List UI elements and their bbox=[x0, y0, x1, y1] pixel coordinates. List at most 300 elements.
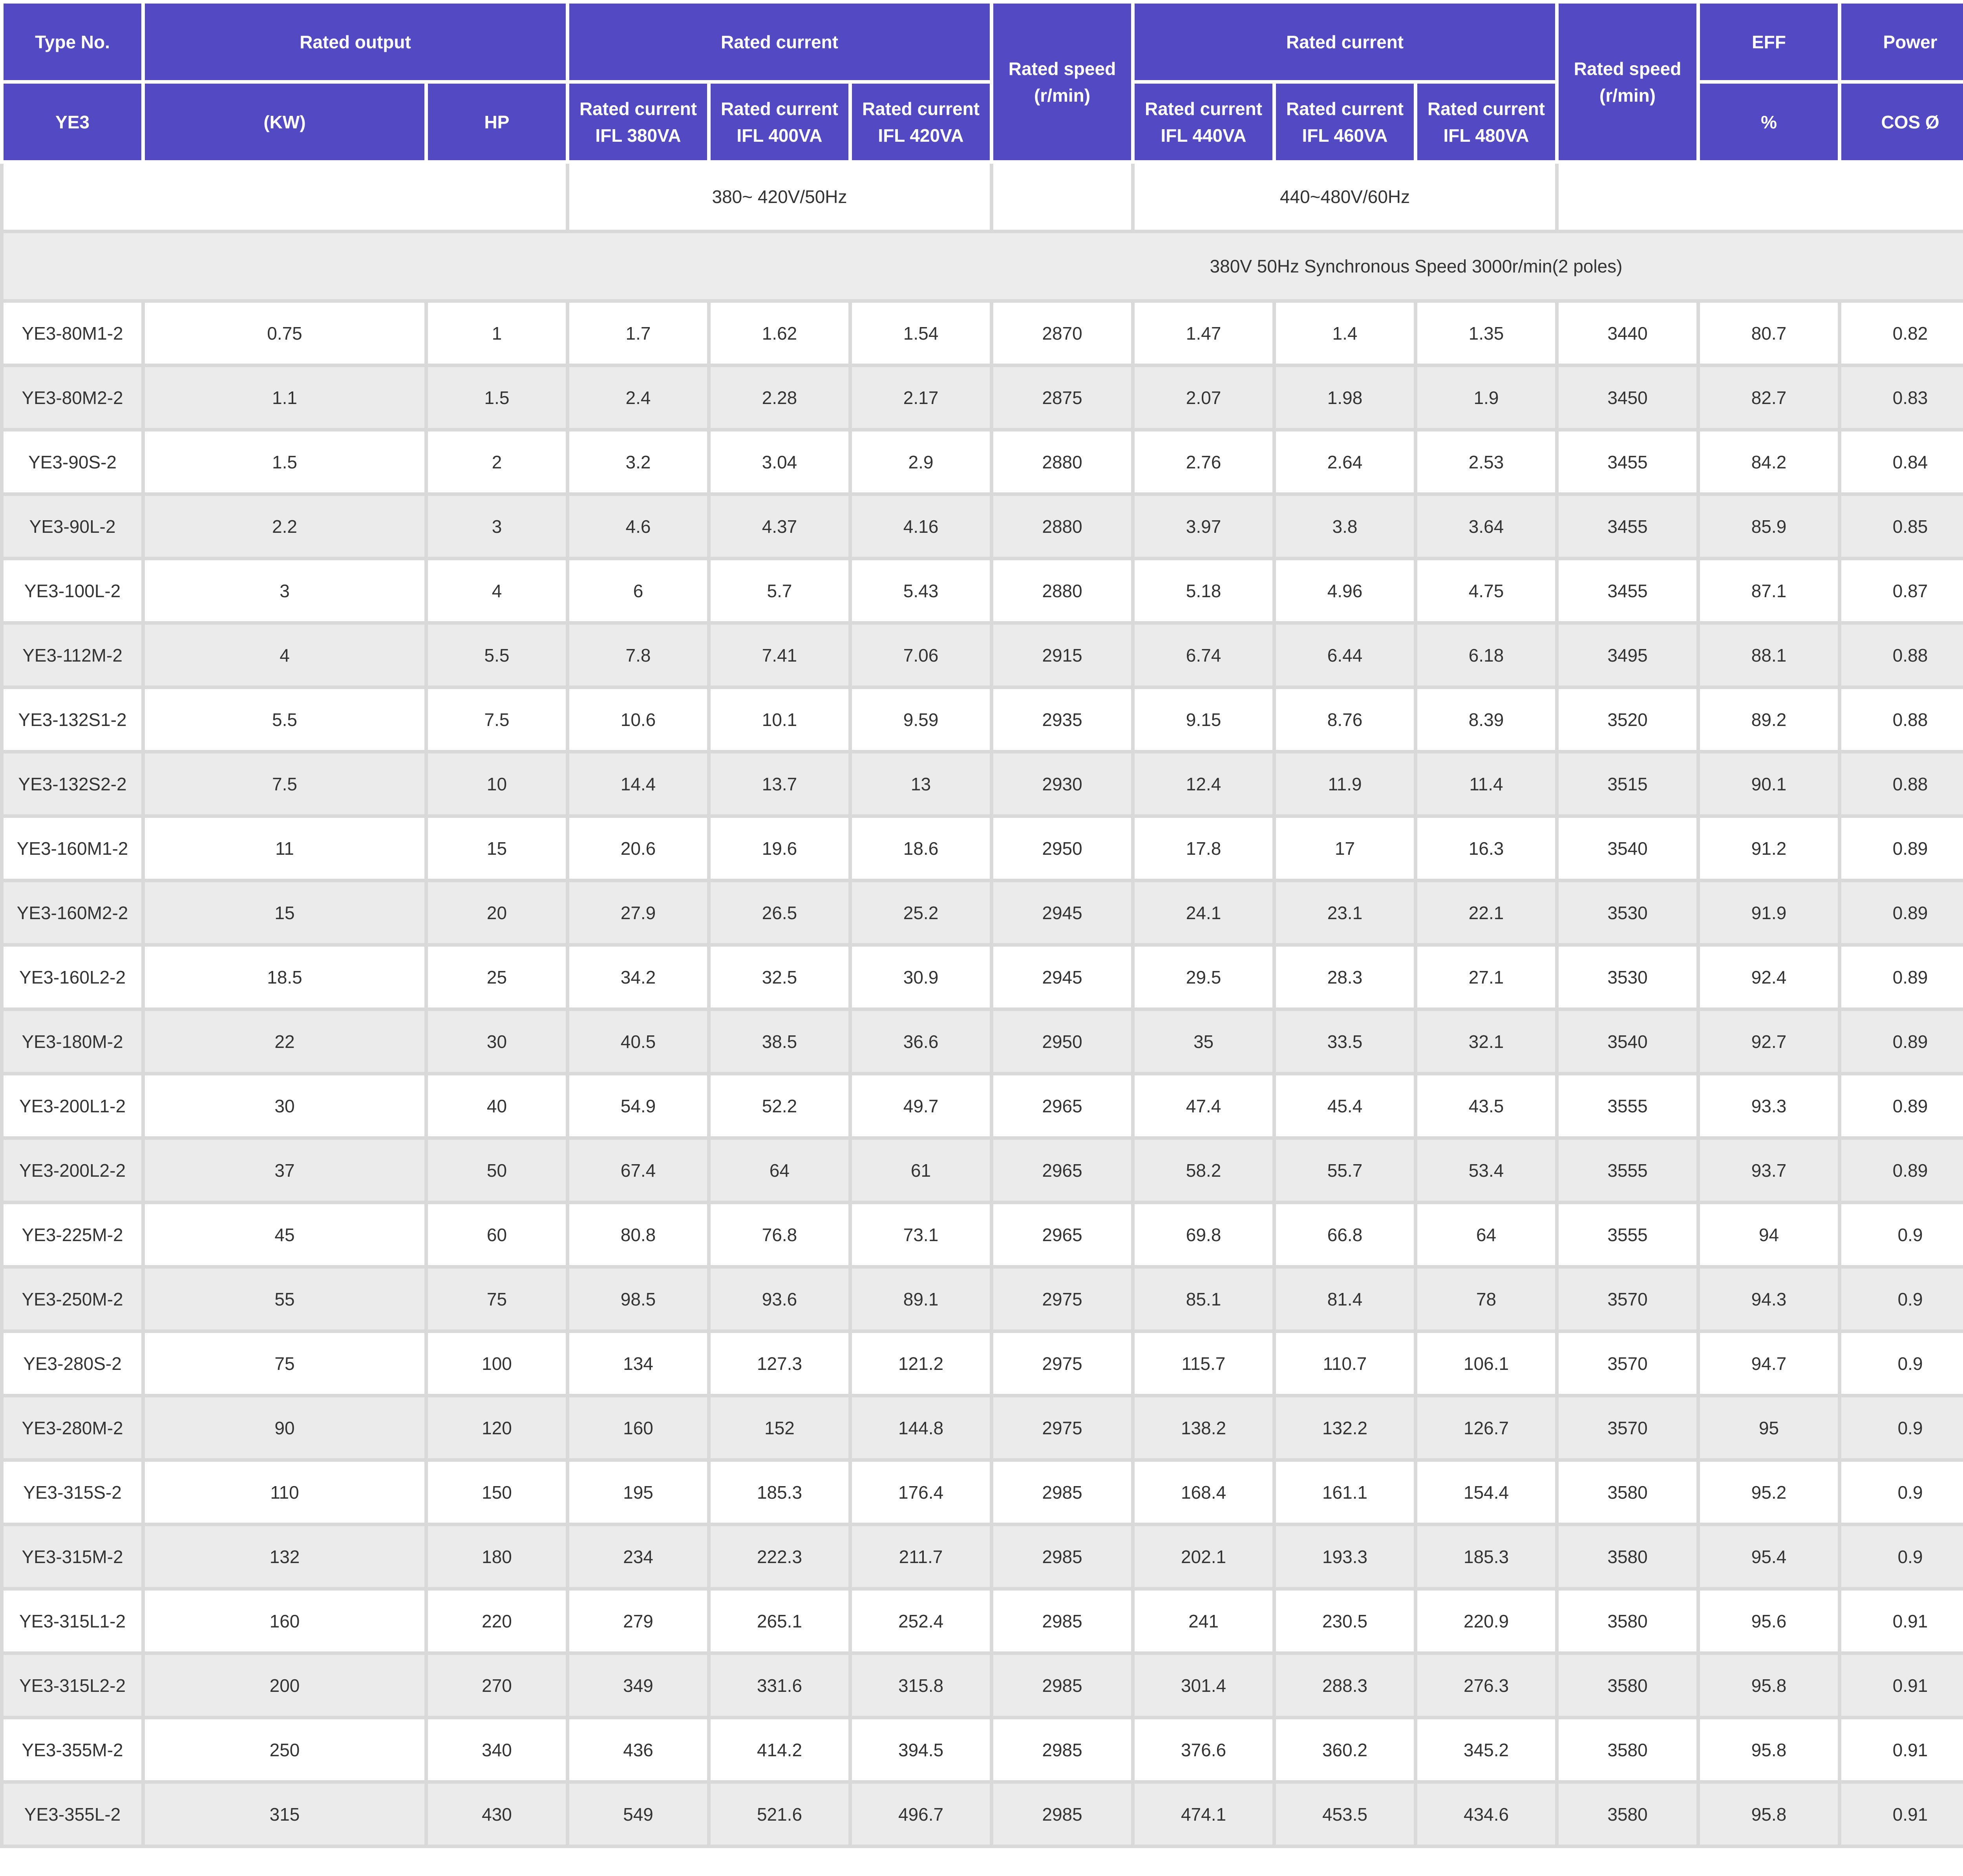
cell-ifl-400: 127.3 bbox=[709, 1331, 850, 1396]
cell-output-hp: 30 bbox=[426, 1009, 568, 1074]
cell-ifl-460: 161.1 bbox=[1274, 1460, 1416, 1525]
cell-speed-60hz: 3570 bbox=[1557, 1396, 1698, 1460]
cell-ifl-400: 7.41 bbox=[709, 623, 850, 688]
cell-ifl-400: 19.6 bbox=[709, 816, 850, 881]
cell-type-no: YE3-180M-2 bbox=[2, 1009, 143, 1074]
cell-speed-60hz: 3570 bbox=[1557, 1267, 1698, 1331]
cell-output-kw: 90 bbox=[143, 1396, 426, 1460]
cell-output-kw: 30 bbox=[143, 1074, 426, 1138]
cell-ifl-380: 14.4 bbox=[568, 752, 709, 816]
header-ifl-380: Rated current IFL 380VA bbox=[568, 82, 709, 162]
cell-eff: 85.9 bbox=[1698, 494, 1840, 559]
cell-ifl-400: 5.7 bbox=[709, 559, 850, 623]
freq-blank-left bbox=[2, 162, 568, 232]
cell-ifl-460: 66.8 bbox=[1274, 1203, 1416, 1267]
cell-ifl-440: 9.15 bbox=[1133, 688, 1274, 752]
cell-ifl-460: 132.2 bbox=[1274, 1396, 1416, 1460]
cell-ifl-480: 345.2 bbox=[1416, 1718, 1557, 1782]
cell-ifl-380: 1.7 bbox=[568, 301, 709, 366]
cell-eff: 91.2 bbox=[1698, 816, 1840, 881]
cell-ifl-400: 38.5 bbox=[709, 1009, 850, 1074]
cell-ifl-380: 6 bbox=[568, 559, 709, 623]
cell-output-kw: 0.75 bbox=[143, 301, 426, 366]
table-row bbox=[2, 366, 1963, 430]
cell-speed-60hz: 3450 bbox=[1557, 366, 1698, 430]
cell-ifl-480: 434.6 bbox=[1416, 1782, 1557, 1847]
cell-type-no: YE3-160M2-2 bbox=[2, 881, 143, 945]
cell-speed-50hz: 2870 bbox=[992, 301, 1133, 366]
cell-ifl-480: 2.53 bbox=[1416, 430, 1557, 494]
cell-eff: 80.7 bbox=[1698, 301, 1840, 366]
cell-ifl-440: 12.4 bbox=[1133, 752, 1274, 816]
cell-ifl-420: 5.43 bbox=[850, 559, 992, 623]
cell-speed-50hz: 2985 bbox=[992, 1653, 1133, 1718]
cell-type-no: YE3-80M2-2 bbox=[2, 366, 143, 430]
header-rated-output: Rated output bbox=[143, 2, 568, 82]
cell-output-hp: 220 bbox=[426, 1589, 568, 1653]
cell-ifl-460: 1.4 bbox=[1274, 301, 1416, 366]
cell-output-kw: 250 bbox=[143, 1718, 426, 1782]
cell-power-factor: 0.82 bbox=[1840, 301, 1963, 366]
cell-speed-60hz: 3455 bbox=[1557, 559, 1698, 623]
cell-output-hp: 150 bbox=[426, 1460, 568, 1525]
cell-ifl-440: 35 bbox=[1133, 1009, 1274, 1074]
cell-type-no: YE3-100L-2 bbox=[2, 559, 143, 623]
header-hp: HP bbox=[426, 82, 568, 162]
cell-ifl-420: 2.9 bbox=[850, 430, 992, 494]
cell-output-kw: 2.2 bbox=[143, 494, 426, 559]
cell-speed-60hz: 3540 bbox=[1557, 1009, 1698, 1074]
cell-type-no: YE3-225M-2 bbox=[2, 1203, 143, 1267]
cell-ifl-460: 193.3 bbox=[1274, 1525, 1416, 1589]
cell-ifl-380: 2.4 bbox=[568, 366, 709, 430]
cell-ifl-420: 496.7 bbox=[850, 1782, 992, 1847]
cell-ifl-420: 61 bbox=[850, 1138, 992, 1203]
cell-speed-50hz: 2880 bbox=[992, 494, 1133, 559]
cell-ifl-440: 85.1 bbox=[1133, 1267, 1274, 1331]
cell-type-no: YE3-132S2-2 bbox=[2, 752, 143, 816]
cell-ifl-460: 2.64 bbox=[1274, 430, 1416, 494]
cell-ifl-400: 1.62 bbox=[709, 301, 850, 366]
cell-power-factor: 0.9 bbox=[1840, 1525, 1963, 1589]
table-row bbox=[2, 301, 1963, 366]
cell-output-hp: 3 bbox=[426, 494, 568, 559]
cell-speed-60hz: 3580 bbox=[1557, 1782, 1698, 1847]
cell-ifl-480: 106.1 bbox=[1416, 1331, 1557, 1396]
table-row bbox=[2, 816, 1963, 881]
cell-ifl-480: 1.9 bbox=[1416, 366, 1557, 430]
cell-eff: 95 bbox=[1698, 1396, 1840, 1460]
cell-ifl-380: 54.9 bbox=[568, 1074, 709, 1138]
cell-ifl-400: 265.1 bbox=[709, 1589, 850, 1653]
table-row bbox=[2, 1460, 1963, 1525]
cell-output-kw: 37 bbox=[143, 1138, 426, 1203]
cell-ifl-380: 349 bbox=[568, 1653, 709, 1718]
cell-ifl-460: 360.2 bbox=[1274, 1718, 1416, 1782]
cell-type-no: YE3-250M-2 bbox=[2, 1267, 143, 1331]
cell-ifl-400: 64 bbox=[709, 1138, 850, 1203]
table-row bbox=[2, 1589, 1963, 1653]
cell-speed-60hz: 3580 bbox=[1557, 1589, 1698, 1653]
cell-ifl-440: 138.2 bbox=[1133, 1396, 1274, 1460]
cell-output-kw: 55 bbox=[143, 1267, 426, 1331]
cell-ifl-440: 2.76 bbox=[1133, 430, 1274, 494]
cell-output-kw: 3 bbox=[143, 559, 426, 623]
cell-output-kw: 75 bbox=[143, 1331, 426, 1396]
cell-ifl-380: 20.6 bbox=[568, 816, 709, 881]
cell-power-factor: 0.91 bbox=[1840, 1653, 1963, 1718]
cell-speed-60hz: 3555 bbox=[1557, 1203, 1698, 1267]
cell-ifl-380: 195 bbox=[568, 1460, 709, 1525]
cell-ifl-420: 211.7 bbox=[850, 1525, 992, 1589]
cell-type-no: YE3-200L1-2 bbox=[2, 1074, 143, 1138]
cell-ifl-480: 22.1 bbox=[1416, 881, 1557, 945]
cell-output-hp: 270 bbox=[426, 1653, 568, 1718]
cell-speed-60hz: 3520 bbox=[1557, 688, 1698, 752]
header-rated-current-50hz: Rated current bbox=[568, 2, 992, 82]
cell-ifl-400: 2.28 bbox=[709, 366, 850, 430]
cell-speed-50hz: 2950 bbox=[992, 816, 1133, 881]
cell-eff: 92.7 bbox=[1698, 1009, 1840, 1074]
cell-speed-50hz: 2965 bbox=[992, 1074, 1133, 1138]
cell-ifl-380: 67.4 bbox=[568, 1138, 709, 1203]
cell-power-factor: 0.89 bbox=[1840, 816, 1963, 881]
cell-speed-50hz: 2875 bbox=[992, 366, 1133, 430]
cell-ifl-380: 436 bbox=[568, 1718, 709, 1782]
cell-output-kw: 4 bbox=[143, 623, 426, 688]
cell-ifl-480: 16.3 bbox=[1416, 816, 1557, 881]
cell-eff: 88.1 bbox=[1698, 623, 1840, 688]
cell-ifl-460: 8.76 bbox=[1274, 688, 1416, 752]
cell-speed-60hz: 3515 bbox=[1557, 752, 1698, 816]
table-row bbox=[2, 752, 1963, 816]
cell-ifl-380: 234 bbox=[568, 1525, 709, 1589]
cell-ifl-380: 34.2 bbox=[568, 945, 709, 1009]
cell-ifl-440: 168.4 bbox=[1133, 1460, 1274, 1525]
cell-ifl-480: 3.64 bbox=[1416, 494, 1557, 559]
cell-eff: 95.8 bbox=[1698, 1718, 1840, 1782]
cell-ifl-400: 76.8 bbox=[709, 1203, 850, 1267]
cell-ifl-460: 288.3 bbox=[1274, 1653, 1416, 1718]
table-row bbox=[2, 430, 1963, 494]
header-ifl-480: Rated current IFL 480VA bbox=[1416, 82, 1557, 162]
cell-output-kw: 18.5 bbox=[143, 945, 426, 1009]
cell-ifl-440: 301.4 bbox=[1133, 1653, 1274, 1718]
cell-speed-50hz: 2985 bbox=[992, 1782, 1133, 1847]
cell-speed-50hz: 2915 bbox=[992, 623, 1133, 688]
cell-type-no: YE3-80M1-2 bbox=[2, 301, 143, 366]
cell-ifl-440: 474.1 bbox=[1133, 1782, 1274, 1847]
cell-ifl-380: 7.8 bbox=[568, 623, 709, 688]
cell-output-kw: 315 bbox=[143, 1782, 426, 1847]
cell-output-kw: 200 bbox=[143, 1653, 426, 1718]
cell-eff: 95.8 bbox=[1698, 1653, 1840, 1718]
cell-power-factor: 0.9 bbox=[1840, 1460, 1963, 1525]
cell-type-no: YE3-315L1-2 bbox=[2, 1589, 143, 1653]
cell-power-factor: 0.84 bbox=[1840, 430, 1963, 494]
cell-ifl-480: 11.4 bbox=[1416, 752, 1557, 816]
cell-ifl-400: 185.3 bbox=[709, 1460, 850, 1525]
cell-output-hp: 10 bbox=[426, 752, 568, 816]
cell-output-kw: 7.5 bbox=[143, 752, 426, 816]
table-row bbox=[2, 1138, 1963, 1203]
cell-ifl-480: 154.4 bbox=[1416, 1460, 1557, 1525]
table-row bbox=[2, 1782, 1963, 1847]
cell-power-factor: 0.83 bbox=[1840, 366, 1963, 430]
cell-type-no: YE3-315S-2 bbox=[2, 1460, 143, 1525]
cell-eff: 93.3 bbox=[1698, 1074, 1840, 1138]
cell-ifl-420: 89.1 bbox=[850, 1267, 992, 1331]
cell-type-no: YE3-90L-2 bbox=[2, 494, 143, 559]
table-row bbox=[2, 688, 1963, 752]
cell-power-factor: 0.91 bbox=[1840, 1718, 1963, 1782]
cell-ifl-480: 43.5 bbox=[1416, 1074, 1557, 1138]
cell-ifl-480: 220.9 bbox=[1416, 1589, 1557, 1653]
table-row bbox=[2, 881, 1963, 945]
cell-eff: 94.3 bbox=[1698, 1267, 1840, 1331]
cell-ifl-400: 152 bbox=[709, 1396, 850, 1460]
cell-eff: 91.9 bbox=[1698, 881, 1840, 945]
cell-speed-60hz: 3455 bbox=[1557, 430, 1698, 494]
cell-ifl-440: 29.5 bbox=[1133, 945, 1274, 1009]
cell-type-no: YE3-355M-2 bbox=[2, 1718, 143, 1782]
cell-speed-50hz: 2945 bbox=[992, 881, 1133, 945]
cell-speed-50hz: 2930 bbox=[992, 752, 1133, 816]
cell-eff: 95.4 bbox=[1698, 1525, 1840, 1589]
cell-speed-50hz: 2985 bbox=[992, 1718, 1133, 1782]
freq-blank-mid bbox=[992, 162, 1133, 232]
cell-ifl-420: 49.7 bbox=[850, 1074, 992, 1138]
cell-output-hp: 25 bbox=[426, 945, 568, 1009]
table-row bbox=[2, 1267, 1963, 1331]
cell-ifl-480: 185.3 bbox=[1416, 1525, 1557, 1589]
table-row bbox=[2, 1396, 1963, 1460]
cell-ifl-420: 394.5 bbox=[850, 1718, 992, 1782]
cell-ifl-440: 1.47 bbox=[1133, 301, 1274, 366]
cell-ifl-480: 6.18 bbox=[1416, 623, 1557, 688]
cell-ifl-400: 222.3 bbox=[709, 1525, 850, 1589]
cell-speed-60hz: 3570 bbox=[1557, 1331, 1698, 1396]
cell-ifl-480: 32.1 bbox=[1416, 1009, 1557, 1074]
header-rated-speed-50hz: Rated speed (r/min) bbox=[992, 2, 1133, 162]
cell-type-no: YE3-132S1-2 bbox=[2, 688, 143, 752]
cell-ifl-440: 115.7 bbox=[1133, 1331, 1274, 1396]
cell-ifl-460: 3.8 bbox=[1274, 494, 1416, 559]
cell-ifl-480: 78 bbox=[1416, 1267, 1557, 1331]
cell-ifl-380: 279 bbox=[568, 1589, 709, 1653]
cell-ifl-440: 241 bbox=[1133, 1589, 1274, 1653]
cell-power-factor: 0.85 bbox=[1840, 494, 1963, 559]
cell-ifl-400: 4.37 bbox=[709, 494, 850, 559]
cell-type-no: YE3-200L2-2 bbox=[2, 1138, 143, 1203]
cell-speed-60hz: 3455 bbox=[1557, 494, 1698, 559]
cell-ifl-460: 110.7 bbox=[1274, 1331, 1416, 1396]
cell-speed-50hz: 2965 bbox=[992, 1138, 1133, 1203]
header-eff: EFF bbox=[1698, 2, 1840, 82]
cell-speed-50hz: 2985 bbox=[992, 1589, 1133, 1653]
cell-ifl-420: 36.6 bbox=[850, 1009, 992, 1074]
cell-ifl-420: 121.2 bbox=[850, 1331, 992, 1396]
cell-type-no: YE3-112M-2 bbox=[2, 623, 143, 688]
cell-type-no: YE3-315L2-2 bbox=[2, 1653, 143, 1718]
header-rated-current-60hz: Rated current bbox=[1133, 2, 1557, 82]
cell-eff: 95.2 bbox=[1698, 1460, 1840, 1525]
cell-ifl-380: 134 bbox=[568, 1331, 709, 1396]
cell-speed-60hz: 3580 bbox=[1557, 1718, 1698, 1782]
cell-ifl-420: 144.8 bbox=[850, 1396, 992, 1460]
cell-ifl-460: 17 bbox=[1274, 816, 1416, 881]
header-power: Power bbox=[1840, 2, 1963, 82]
cell-output-hp: 60 bbox=[426, 1203, 568, 1267]
cell-ifl-380: 40.5 bbox=[568, 1009, 709, 1074]
cell-power-factor: 0.9 bbox=[1840, 1267, 1963, 1331]
cell-output-kw: 5.5 bbox=[143, 688, 426, 752]
table-row bbox=[2, 623, 1963, 688]
table-row bbox=[2, 1718, 1963, 1782]
cell-ifl-420: 7.06 bbox=[850, 623, 992, 688]
cell-output-hp: 5.5 bbox=[426, 623, 568, 688]
cell-eff: 93.7 bbox=[1698, 1138, 1840, 1203]
cell-ifl-400: 26.5 bbox=[709, 881, 850, 945]
cell-eff: 89.2 bbox=[1698, 688, 1840, 752]
header-ifl-400: Rated current IFL 400VA bbox=[709, 82, 850, 162]
cell-type-no: YE3-355L-2 bbox=[2, 1782, 143, 1847]
cell-power-factor: 0.89 bbox=[1840, 945, 1963, 1009]
cell-power-factor: 0.89 bbox=[1840, 881, 1963, 945]
cell-power-factor: 0.88 bbox=[1840, 688, 1963, 752]
cell-power-factor: 0.9 bbox=[1840, 1396, 1963, 1460]
cell-speed-60hz: 3580 bbox=[1557, 1460, 1698, 1525]
cell-speed-50hz: 2985 bbox=[992, 1525, 1133, 1589]
cell-ifl-420: 315.8 bbox=[850, 1653, 992, 1718]
cell-ifl-380: 3.2 bbox=[568, 430, 709, 494]
cell-speed-50hz: 2975 bbox=[992, 1331, 1133, 1396]
cell-ifl-420: 176.4 bbox=[850, 1460, 992, 1525]
cell-power-factor: 0.91 bbox=[1840, 1589, 1963, 1653]
cell-output-hp: 40 bbox=[426, 1074, 568, 1138]
cell-ifl-380: 98.5 bbox=[568, 1267, 709, 1331]
cell-ifl-480: 276.3 bbox=[1416, 1653, 1557, 1718]
header-type-no: Type No. bbox=[2, 2, 143, 82]
cell-eff: 84.2 bbox=[1698, 430, 1840, 494]
cell-eff: 82.7 bbox=[1698, 366, 1840, 430]
table-row bbox=[2, 494, 1963, 559]
cell-ifl-460: 23.1 bbox=[1274, 881, 1416, 945]
cell-ifl-380: 4.6 bbox=[568, 494, 709, 559]
cell-output-kw: 160 bbox=[143, 1589, 426, 1653]
cell-ifl-400: 32.5 bbox=[709, 945, 850, 1009]
header-ifl-420: Rated current IFL 420VA bbox=[850, 82, 992, 162]
cell-ifl-400: 10.1 bbox=[709, 688, 850, 752]
cell-speed-50hz: 2965 bbox=[992, 1203, 1133, 1267]
cell-ifl-400: 3.04 bbox=[709, 430, 850, 494]
cell-ifl-480: 4.75 bbox=[1416, 559, 1557, 623]
header-eff-unit: % bbox=[1698, 82, 1840, 162]
header-cos: COS Ø bbox=[1840, 82, 1963, 162]
cell-ifl-440: 3.97 bbox=[1133, 494, 1274, 559]
cell-type-no: YE3-160M1-2 bbox=[2, 816, 143, 881]
cell-eff: 94.7 bbox=[1698, 1331, 1840, 1396]
section-title: 380V 50Hz Synchronous Speed 3000r/min(2 poles) bbox=[2, 232, 1963, 301]
cell-speed-60hz: 3580 bbox=[1557, 1653, 1698, 1718]
cell-power-factor: 0.91 bbox=[1840, 1782, 1963, 1847]
cell-speed-50hz: 2880 bbox=[992, 559, 1133, 623]
cell-output-hp: 4 bbox=[426, 559, 568, 623]
cell-speed-60hz: 3555 bbox=[1557, 1138, 1698, 1203]
cell-ifl-460: 45.4 bbox=[1274, 1074, 1416, 1138]
cell-power-factor: 0.89 bbox=[1840, 1138, 1963, 1203]
cell-eff: 90.1 bbox=[1698, 752, 1840, 816]
cell-eff: 87.1 bbox=[1698, 559, 1840, 623]
cell-ifl-460: 33.5 bbox=[1274, 1009, 1416, 1074]
cell-ifl-420: 252.4 bbox=[850, 1589, 992, 1653]
cell-power-factor: 0.9 bbox=[1840, 1203, 1963, 1267]
table-row bbox=[2, 559, 1963, 623]
cell-speed-60hz: 3540 bbox=[1557, 816, 1698, 881]
header-rated-speed-60hz: Rated speed (r/min) bbox=[1557, 2, 1698, 162]
cell-power-factor: 0.9 bbox=[1840, 1331, 1963, 1396]
cell-output-kw: 11 bbox=[143, 816, 426, 881]
cell-ifl-460: 81.4 bbox=[1274, 1267, 1416, 1331]
table-row bbox=[2, 945, 1963, 1009]
cell-output-kw: 1.5 bbox=[143, 430, 426, 494]
cell-ifl-380: 160 bbox=[568, 1396, 709, 1460]
cell-speed-60hz: 3440 bbox=[1557, 301, 1698, 366]
cell-ifl-480: 1.35 bbox=[1416, 301, 1557, 366]
cell-type-no: YE3-315M-2 bbox=[2, 1525, 143, 1589]
cell-speed-60hz: 3495 bbox=[1557, 623, 1698, 688]
cell-ifl-480: 53.4 bbox=[1416, 1138, 1557, 1203]
cell-power-factor: 0.89 bbox=[1840, 1074, 1963, 1138]
cell-output-hp: 2 bbox=[426, 430, 568, 494]
cell-ifl-400: 52.2 bbox=[709, 1074, 850, 1138]
cell-type-no: YE3-160L2-2 bbox=[2, 945, 143, 1009]
header-ifl-460: Rated current IFL 460VA bbox=[1274, 82, 1416, 162]
cell-output-kw: 110 bbox=[143, 1460, 426, 1525]
table-row bbox=[2, 1653, 1963, 1718]
cell-type-no: YE3-280S-2 bbox=[2, 1331, 143, 1396]
cell-ifl-460: 28.3 bbox=[1274, 945, 1416, 1009]
cell-power-factor: 0.87 bbox=[1840, 559, 1963, 623]
cell-output-hp: 50 bbox=[426, 1138, 568, 1203]
cell-speed-50hz: 2945 bbox=[992, 945, 1133, 1009]
cell-ifl-460: 230.5 bbox=[1274, 1589, 1416, 1653]
cell-output-kw: 22 bbox=[143, 1009, 426, 1074]
cell-output-hp: 340 bbox=[426, 1718, 568, 1782]
cell-ifl-420: 73.1 bbox=[850, 1203, 992, 1267]
cell-ifl-420: 1.54 bbox=[850, 301, 992, 366]
cell-ifl-420: 18.6 bbox=[850, 816, 992, 881]
cell-ifl-440: 17.8 bbox=[1133, 816, 1274, 881]
cell-power-factor: 0.88 bbox=[1840, 623, 1963, 688]
cell-speed-50hz: 2975 bbox=[992, 1396, 1133, 1460]
cell-ifl-400: 13.7 bbox=[709, 752, 850, 816]
cell-power-factor: 0.89 bbox=[1840, 1009, 1963, 1074]
header-kw: (KW) bbox=[143, 82, 426, 162]
cell-output-kw: 1.1 bbox=[143, 366, 426, 430]
freq-50hz-label: 380~ 420V/50Hz bbox=[568, 162, 992, 232]
cell-output-kw: 15 bbox=[143, 881, 426, 945]
cell-ifl-480: 64 bbox=[1416, 1203, 1557, 1267]
cell-speed-60hz: 3555 bbox=[1557, 1074, 1698, 1138]
cell-ifl-440: 58.2 bbox=[1133, 1138, 1274, 1203]
cell-speed-60hz: 3530 bbox=[1557, 945, 1698, 1009]
cell-type-no: YE3-280M-2 bbox=[2, 1396, 143, 1460]
freq-blank-right bbox=[1557, 162, 1963, 232]
cell-speed-50hz: 2950 bbox=[992, 1009, 1133, 1074]
cell-ifl-400: 414.2 bbox=[709, 1718, 850, 1782]
table-row bbox=[2, 1203, 1963, 1267]
